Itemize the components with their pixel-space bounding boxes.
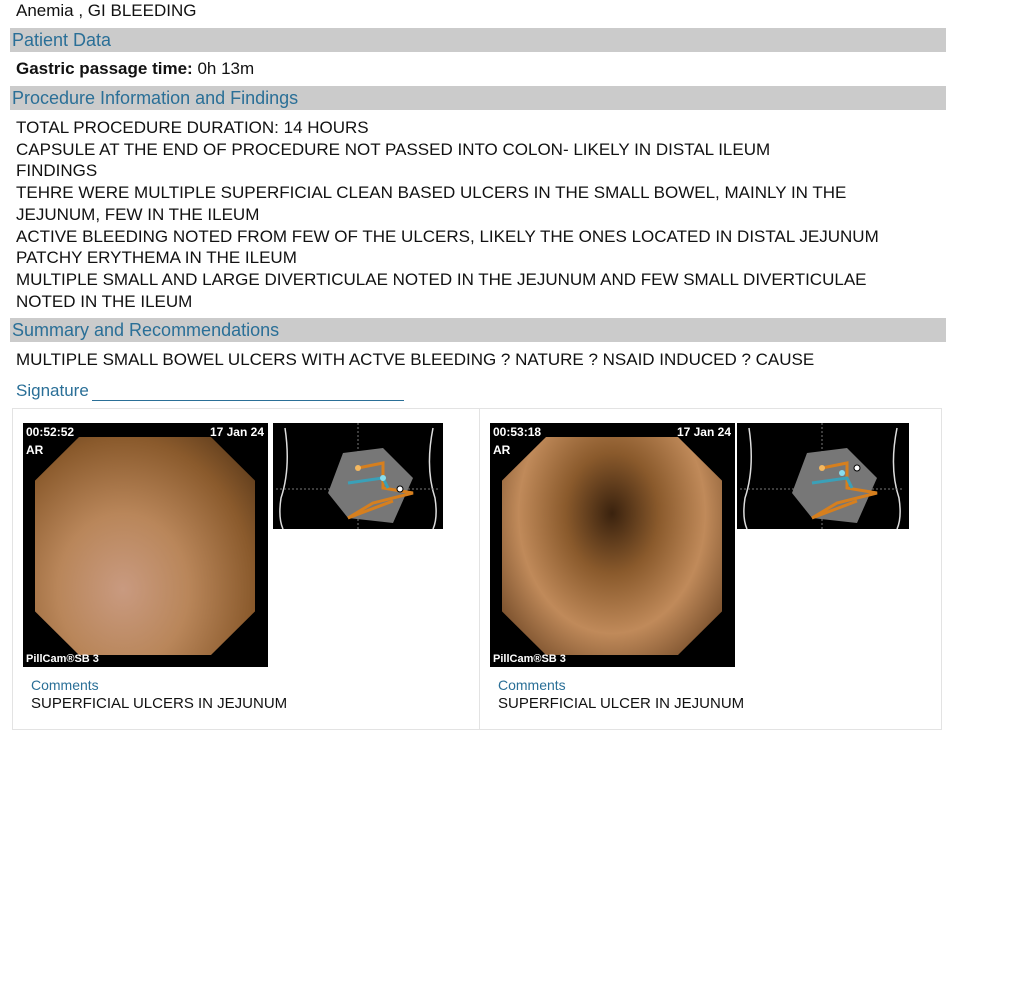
image-cards: [12, 408, 942, 730]
image-card: [13, 409, 477, 729]
device-label: PillCam®SB 3: [493, 653, 566, 665]
findings-text: [16, 117, 879, 312]
summary-text: MULTIPLE SMALL BOWEL ULCERS WITH ACTVE BLEEDING ? NATURE ? NSAID INDUCED ? CAUSE: [16, 350, 815, 369]
signature-label: Signature: [16, 381, 89, 400]
signature-line: [92, 384, 404, 401]
body-outline-icon: [273, 423, 443, 529]
finding-line: NOTED IN THE ILEUM: [16, 291, 193, 311]
signature: [16, 381, 404, 401]
image-mode: AR: [493, 443, 511, 457]
finding-line: TEHRE WERE MULTIPLE SUPERFICIAL CLEAN BASED ULCERS IN THE SMALL BOWEL, MAINLY IN THE: [16, 183, 847, 203]
section-procedure: Procedure Information and Findings: [10, 86, 946, 110]
indication: Anemia , GI BLEEDING: [16, 1, 197, 20]
body-outline-icon: [737, 423, 909, 529]
comment-text: SUPERFICIAL ULCER IN JEJUNUM: [498, 695, 745, 712]
device-label: PillCam®SB 3: [26, 653, 99, 665]
finding-line: FINDINGS: [16, 161, 98, 181]
gastric-passage: [16, 59, 254, 79]
image-mode: AR: [26, 443, 44, 457]
finding-line: JEJUNUM, FEW IN THE ILEUM: [16, 204, 260, 224]
finding-line: ACTIVE BLEEDING NOTED FROM FEW OF THE ULCERS, LIKELY THE ONES LOCATED IN DISTAL JEJUNUM: [16, 226, 879, 246]
comments-label: Comments: [31, 677, 99, 693]
image-time: 00:53:18: [493, 425, 542, 439]
image-card: [479, 409, 944, 729]
comment-text: SUPERFICIAL ULCERS IN JEJUNUM: [31, 695, 288, 712]
gastric-label: Gastric passage time:: [16, 59, 193, 78]
endoscopy-view: [35, 437, 255, 655]
section-patient-data: Patient Data: [10, 28, 946, 52]
gastric-value: 0h 13m: [197, 59, 255, 78]
endoscopy-view: [502, 437, 722, 655]
image-date: 17 Jan 24: [209, 425, 264, 439]
capsule-image[interactable]: [490, 423, 735, 667]
image-time: 00:52:52: [26, 425, 75, 439]
localization-map: [273, 423, 443, 529]
finding-line: CAPSULE AT THE END OF PROCEDURE NOT PASSED INTO COLON- LIKELY IN DISTAL ILEUM: [16, 139, 771, 159]
capsule-image[interactable]: [23, 423, 268, 667]
image-date: 17 Jan 24: [676, 425, 731, 439]
finding-line: PATCHY ERYTHEMA IN THE ILEUM: [16, 248, 297, 268]
finding-line: TOTAL PROCEDURE DURATION: 14 HOURS: [16, 118, 369, 137]
section-summary: Summary and Recommendations: [10, 318, 946, 342]
finding-line: MULTIPLE SMALL AND LARGE DIVERTICULAE NOTED IN THE JEJUNUM AND FEW SMALL DIVERTICULAE: [16, 269, 867, 289]
comments-label: Comments: [498, 677, 566, 693]
localization-map: [737, 423, 909, 529]
